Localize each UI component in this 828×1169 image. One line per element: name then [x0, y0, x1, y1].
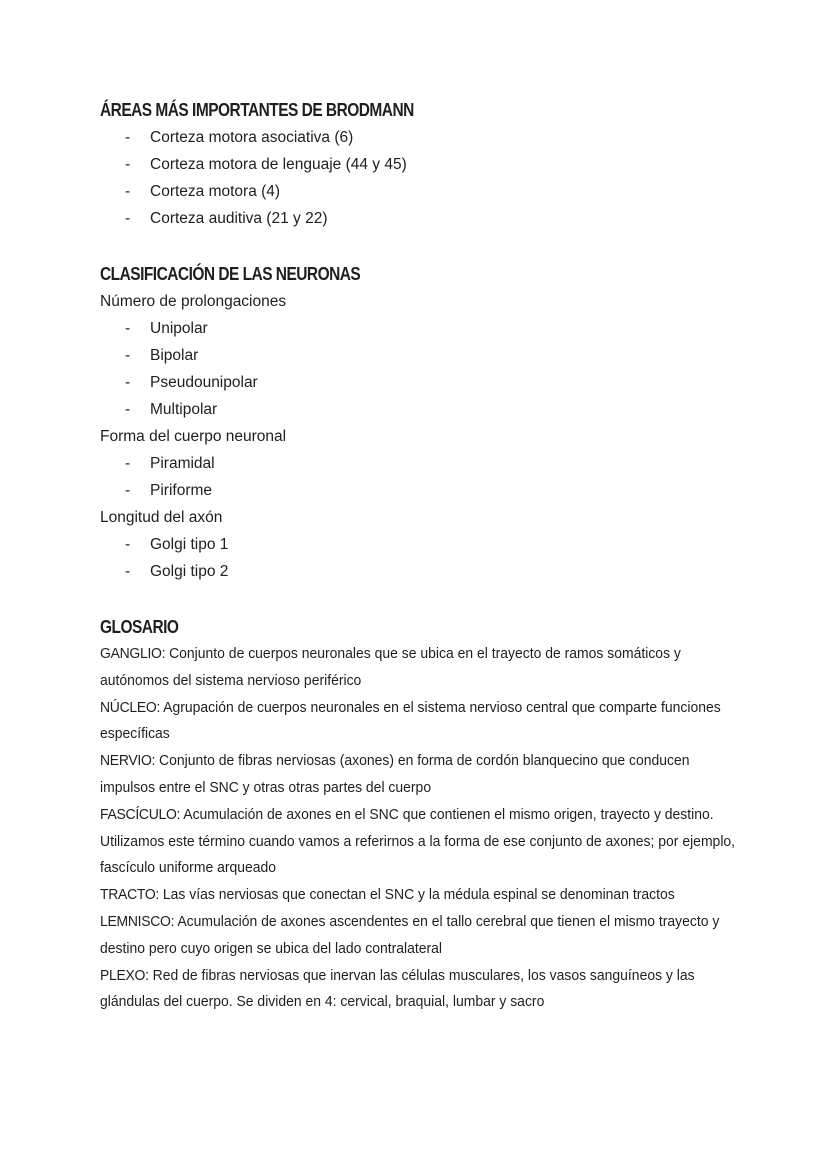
brodmann-heading: ÁREAS MÁS IMPORTANTES DE BRODMANN: [100, 100, 414, 120]
list-item: - Unipolar: [100, 315, 740, 342]
glossary-definition: Red de fibras nerviosas que inervan las células musculares, los vasos sanguíneos y las glándulas del cuerpo. Se dividen en 4: cervical, braquial, lumbar y sacro: [100, 966, 695, 1011]
neuronas-heading: CLASIFICACIÓN DE LAS NEURONAS: [100, 264, 361, 284]
glossary-definition: Acumulación de axones en el SNC que contienen el mismo origen, trayecto y destino. Utilizamos este término cuando vamos a referirnos a la forma de ese conjunto de axones; por ejemplo, fascículo uniforme arqueado: [100, 805, 736, 877]
group-label: Longitud del axón: [100, 509, 223, 526]
glossary-term: LEMNISCO:: [100, 912, 175, 930]
glossary-entry: [100, 748, 742, 802]
glossary-definition: Agrupación de cuerpos neuronales en el sistema nervioso central que comparte funciones específicas: [100, 698, 721, 743]
glossary-definition: Conjunto de cuerpos neuronales que se ubica en el trayecto de ramos somáticos y autónomos del sistema nervioso periférico: [100, 645, 681, 689]
group-label: Forma del cuerpo neuronal: [100, 428, 287, 445]
glossary-term: FASCÍCULO:: [100, 805, 181, 823]
glosario-heading: GLOSARIO: [100, 617, 179, 637]
document-page: [100, 96, 740, 1016]
glossary-term: GANGLIO:: [100, 645, 166, 662]
glossary-term: NÚCLEO:: [100, 698, 161, 716]
longitud-list: [100, 531, 740, 585]
list-item: - Corteza motora asociativa (6): [100, 124, 740, 151]
glossary-term: NERVIO:: [100, 752, 156, 770]
glossary-entry: [100, 695, 742, 749]
glossary-term: TRACTO:: [100, 886, 160, 904]
list-item: - Multipolar: [100, 396, 740, 423]
glossary-definition: Las vías nerviosas que conectan el SNC y la médula espinal se denominan tractos: [159, 886, 675, 904]
prolongaciones-list: [100, 315, 740, 423]
list-item: - Pseudounipolar: [100, 369, 740, 396]
forma-list: [100, 450, 740, 504]
glossary-term: PLEXO:: [100, 966, 149, 984]
list-item: - Golgi tipo 2: [100, 558, 740, 585]
brodmann-list: [100, 124, 740, 232]
glossary-definition: Acumulación de axones ascendentes en el tallo cerebral que tienen el mismo trayecto y destino pero cuyo origen se ubica del lado contralateral: [100, 912, 720, 957]
glossary-entry: [100, 882, 742, 909]
glossary-definition: Conjunto de fibras nerviosas (axones) en forma de cordón blanquecino que conducen impulsos entre el SNC y otras otras partes del cuerpo: [100, 752, 690, 796]
glossary-entry: [100, 963, 742, 1017]
group-label: Número de prolongaciones: [100, 293, 287, 310]
list-item: - Piriforme: [100, 477, 740, 504]
list-item: - Golgi tipo 1: [100, 531, 740, 558]
list-item: - Corteza auditiva (21 y 22): [100, 205, 740, 232]
glossary: [100, 641, 740, 1016]
list-item: - Corteza motora de lenguaje (44 y 45): [100, 151, 740, 178]
glossary-entry: [100, 909, 742, 963]
glossary-entry: [100, 641, 742, 695]
list-item: - Piramidal: [100, 450, 740, 477]
list-item: - Bipolar: [100, 342, 740, 369]
list-item: - Corteza motora (4): [100, 178, 740, 205]
glossary-entry: [100, 802, 742, 882]
